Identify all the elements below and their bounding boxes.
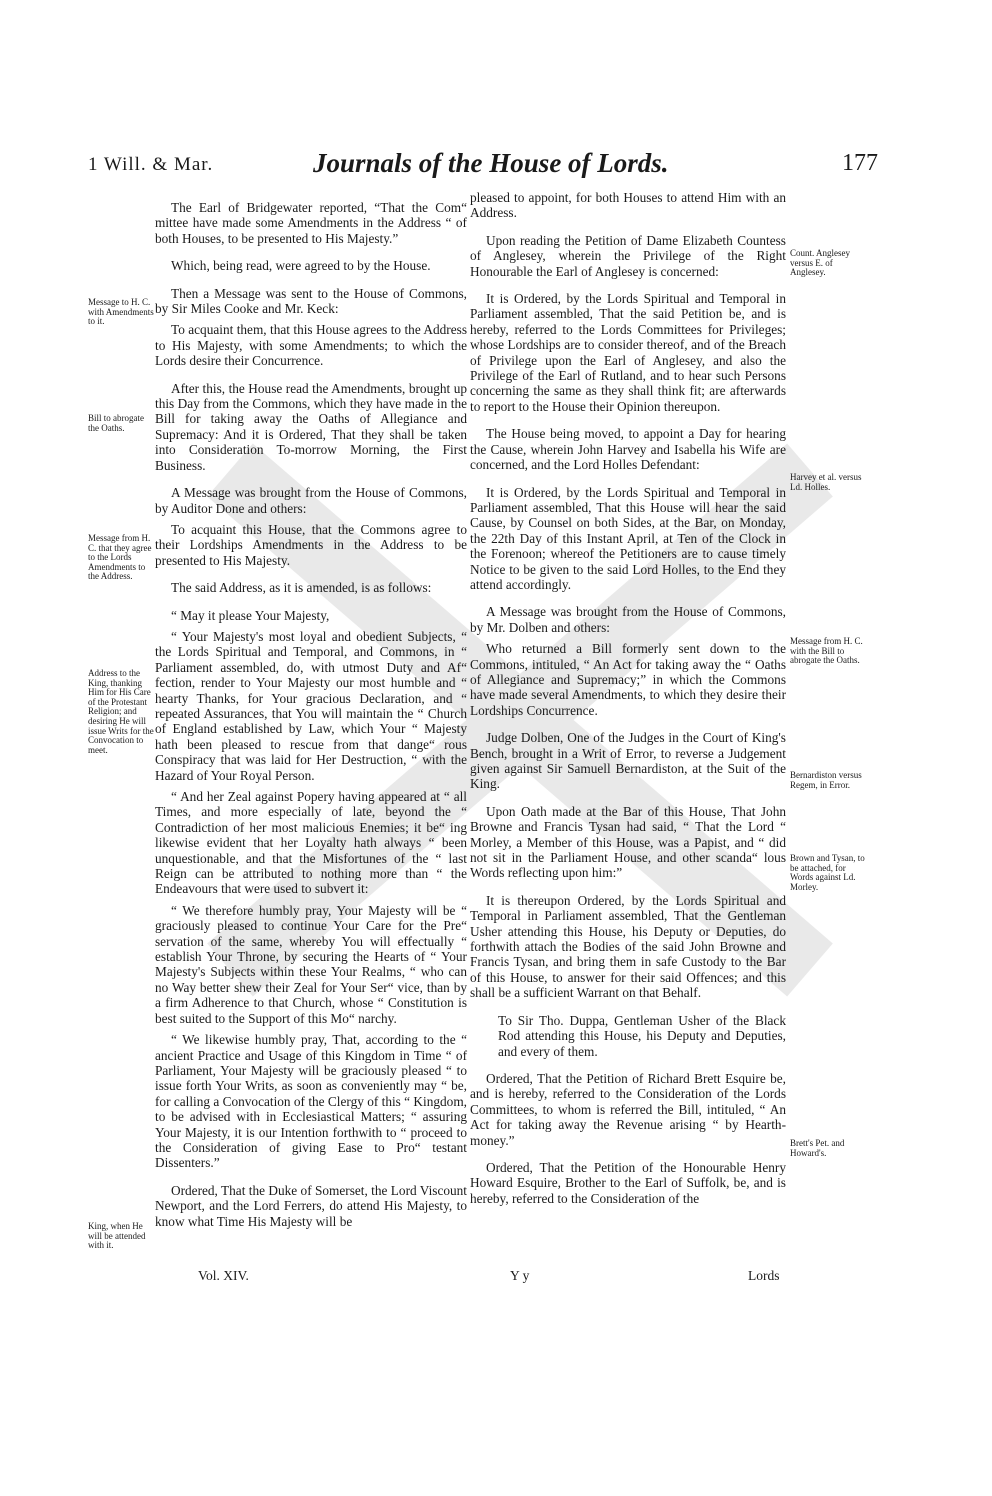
- margin-note-commons-agree: Message from H. C. that they agree to the Lords Amendments to the Address.: [88, 533, 152, 582]
- paragraph-agreed: Which, being read, were agreed to by the House.: [171, 258, 431, 274]
- margin-note-morley: Brown and Tysan, to be attached, for Words against Ld. Morley.: [790, 853, 865, 892]
- margin-note-address-king: Address to the King, thanking Him for His Care of the Protestant Religion; and desiring He will issue Writs for the Convocation to meet.: [88, 668, 154, 755]
- right-column: [470, 190, 786, 1218]
- paragraph-brett-petition: Ordered, That the Petition of Richard Brett Esquire be, and is hereby, referred to the Consideration of the Lords Committees, to whom is referred the Bill, intituled, “ An Act for taking away the Revenue arising “ by Hearth-money.”: [470, 1070, 786, 1148]
- paragraph-harvey-motion: The House being moved, to appoint a Day for hearing the Cause, wherein John Harvey and Isabella his Wife are concerned, and the Lord Holles Defendant:: [470, 426, 786, 473]
- paragraph-message-brought: A Message was brought from the House of Commons, by Auditor Done and others:: [155, 485, 467, 516]
- margin-note-king-attended: King, when He will be attended with it.: [88, 1221, 146, 1251]
- signature-mark: Y y: [510, 1268, 530, 1283]
- paragraph-ordered-attend: Ordered, That the Duke of Somerset, the Lord Viscount Newport, and the Lord Ferrers, do attend His Majesty, to know what Time His Majesty will be: [155, 1182, 467, 1229]
- margin-note-harvey: Harvey et al. versus Ld. Holles.: [790, 472, 862, 492]
- paragraph-bill-returned: Who returned a Bill formerly sent down to the Commons, intituled, “ An Act for taking away the “ Oaths of Allegiance and Supremacy;” in which the Commons have made several Amendments, to which they desire their Lordships Concurrence.: [470, 641, 786, 718]
- paragraph-amendments-bill: After this, the House read the Amendments, brought up this Day from the Commons, which they have made in the Bill for taking away the Oaths of Allegiance and Supremacy: And it is Ordered, That they shall be taken into Consideration To-morrow Morning, the First Business.: [155, 380, 467, 473]
- paragraph-commons-agree: To acquaint this House, that the Commons agree to their Lordships Amendments in the Address to be presented to His Majesty.: [155, 521, 467, 568]
- page-header: [88, 148, 878, 186]
- paragraph-report: The Earl of Bridgewater reported, “That the Com“ mittee have made some Amendments in the Address “ of both Houses, to be presented to His Majesty.”: [155, 200, 467, 246]
- catchword: Lords: [748, 1268, 780, 1283]
- paragraph-anglesey-petition: Upon reading the Petition of Dame Elizabeth Countess of Anglesey, wherein the Privilege of the Right Honourable the Earl of Anglesey is concerned:: [470, 232, 786, 279]
- page-number: 177: [842, 150, 878, 176]
- paragraph-howard-petition: Ordered, That the Petition of the Honourable Henry Howard Esquire, Brother to the Earl of Suffolk, be, and is hereby, referred to the Consideration of the: [470, 1159, 786, 1206]
- paragraph-message-sent: Then a Message was sent to the House of Commons, by Sir Miles Cooke and Mr. Keck:: [155, 285, 467, 317]
- paragraph-continued: pleased to appoint, for both Houses to attend Him with an Address.: [470, 190, 786, 221]
- header-regnal-year: 1 Will. & Mar.: [88, 154, 214, 175]
- paragraph-warrant-address: To Sir Tho. Duppa, Gentleman Usher of the Black Rod attending this House, his Deputy and Deputies, and every of them.: [498, 1012, 786, 1059]
- address-paragraph-3: “ We therefore humbly pray, Your Majesty will be “ graciously pleased to continue Your Care for the Pre“ servation of the same, whereby You will effectually “ establish Your Throne, by securing the Hearts of “ Your Majesty's Subjects within these Your Realms, “ who can no Way better shew their Zeal for Your Ser“ vice, than by a firm Adherence to that Church, whose “ Constitution is best suited to the Support of this Mo“ narchy.: [155, 902, 467, 1026]
- address-paragraph-1: “ Your Majesty's most loyal and obedient Subjects, “ the Lords Spiritual and Temporal, and Commons, in “ Parliament assembled, do, with utmost Duty and Af“ fection, render to Your Majesty our most humble and “ hearty Thanks, for Your gracious Declaration, and “ repeated Assurances, that You will maintain the “ Church of England established by Law, which Your “ Majesty hath been pleased to rescue from that dange“ rous Conspiracy that was laid for Her Destruction, “ with the Hazard of Your Royal Person.: [155, 628, 467, 783]
- paragraph-harvey-order: It is Ordered, by the Lords Spiritual and Temporal in Parliament assembled, That this House will hear the said Cause, by Counsel on both Sides, at the Bar, on Monday, the 22th Day of this Instant April, at Ten of the Clock in the Forenoon; whereof the Petitioners are to cause timely Notice to be given to the said Lord Holles, to the End they attend accordingly.: [470, 484, 786, 592]
- paragraph-writ-of-error: Judge Dolben, One of the Judges in the Court of King's Bench, brought in a Writ of Error, to reverse a Judgement given against Sir Samuell Bernardiston, at the Suit of the King.: [470, 730, 786, 792]
- left-column: [155, 200, 467, 1241]
- margin-note-anglesey: Count. Anglesey versus E. of Anglesey.: [790, 248, 850, 278]
- volume-label: Vol. XIV.: [198, 1268, 249, 1283]
- paragraph-acquaint: To acquaint them, that this House agrees to the Address to His Majesty, with some Amendments; to which the Lords desire their Concurrence.: [155, 322, 467, 369]
- margin-note-bernardiston: Bernardiston versus Regem, in Error.: [790, 770, 862, 790]
- paragraph-address-intro: The said Address, as it is amended, is as follows:: [171, 580, 432, 596]
- margin-note-message-to-hc: Message to H. C. with Amendments to it.: [88, 297, 154, 327]
- address-salutation: “ May it please Your Majesty,: [171, 607, 330, 623]
- header-title: Journals of the House of Lords.: [313, 148, 669, 178]
- address-paragraph-2: “ And her Zeal against Popery having appeared at “ all Times, and more especially of late, beyond the “ Contradiction of her most malicious Enemies; it be“ ing likewise evident that her Loyalty hath always “ been unquestionable, and that the Misfortunes of the “ last Reign can be attributed to nothing more than “ the Endeavours that were used to subvert it:: [155, 789, 467, 897]
- margin-note-brett-howard: Brett's Pet. and Howard's.: [790, 1138, 845, 1158]
- paragraph-oath-morley: Upon Oath made at the Bar of this House, That John Browne and Francis Tysan had said, “ That the Lord “ Morley, a Member of this House, was a Papist, and “ did not sit in the Parliament House, and other scanda“ lous Words reflecting upon him:”: [470, 803, 786, 881]
- margin-note-message-bill: Message from H. C. with the Bill to abrogate the Oaths.: [790, 636, 863, 666]
- paragraph-attach-order: It is thereupon Ordered, by the Lords Spiritual and Temporal in Parliament assembled, That the Gentleman Usher attending this House, his Deputy or Deputies, do forthwith attach the Bodies of the said John Browne and Francis Tysan, and bring them in safe Custody to the Bar of this House, to answer for their said Offences; and this shall be a sufficient Warrant on that Behalf.: [470, 892, 786, 1001]
- margin-note-bill-oaths: Bill to abrogate the Oaths.: [88, 413, 144, 433]
- paragraph-dolben-message: A Message was brought from the House of Commons, by Mr. Dolben and others:: [470, 604, 786, 635]
- paragraph-anglesey-order: It is Ordered, by the Lords Spiritual and Temporal in Parliament assembled, That the said Petition be, and is hereby, referred to the Lords Committees for Privileges; whose Lordships are to consider thereof, and of the Breach of Privilege upon the Earl of Anglesey, and also the Privilege of the Earl of Rutland, and to hear such Persons concerning the same as they shall think fit; are afterwards to report to the House their Opinion thereupon.: [470, 291, 786, 414]
- address-paragraph-4: “ We likewise humbly pray, That, according to the “ ancient Practice and Usage of this Kingdom in Time “ of Parliament, Your Majesty will be graciously pleased “ to issue forth Your Writs, as soon as conveniently may “ be, for calling a Convocation of the Clergy of this “ Kingdom, to be advised with in Ecclesiastical Matters; “ assuring Your Majesty, it is our Intention forthwith to “ proceed to the Consideration of giving Ease to Pro“ testant Dissenters.”: [155, 1032, 467, 1171]
